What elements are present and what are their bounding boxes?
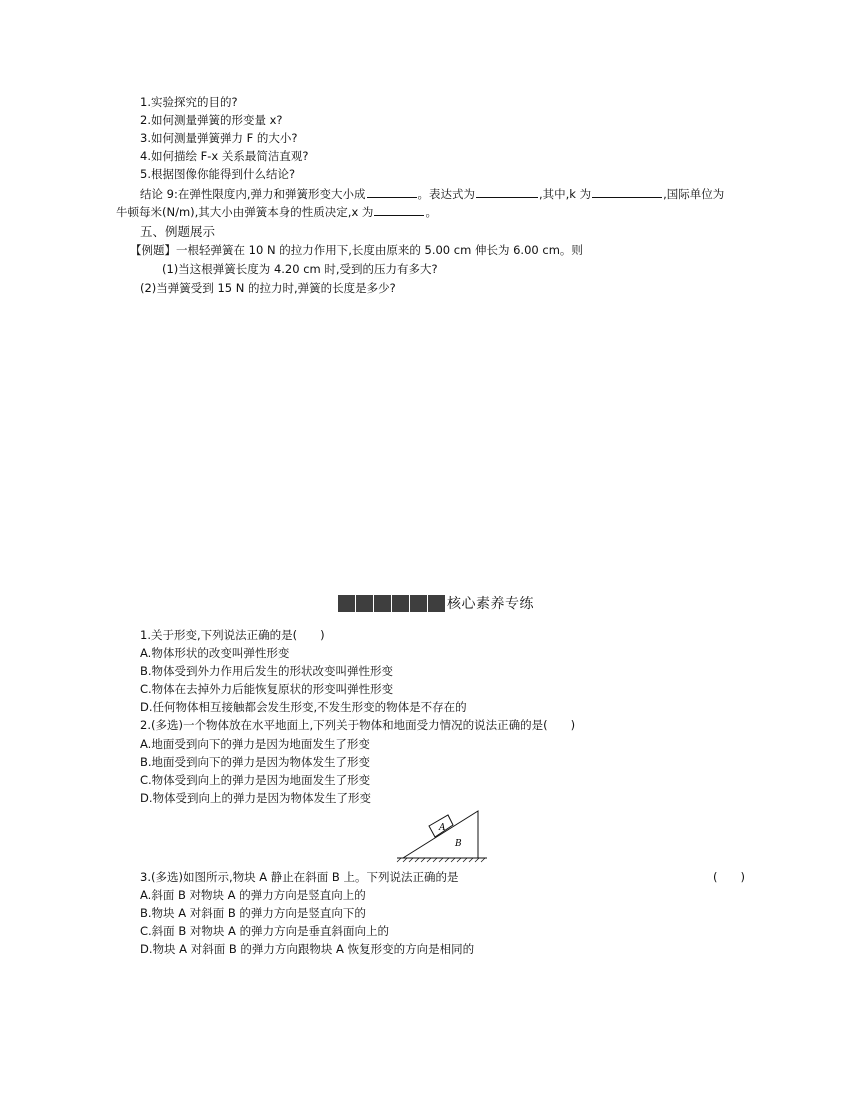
question-4: 4.如何描绘 F-x 关系最简洁直观?: [140, 149, 309, 163]
incline-figure: [395, 806, 490, 864]
exercise-3-stem: 3.(多选)如图所示,物块 A 静止在斜面 B 上。下列说法正确的是: [140, 870, 459, 884]
example-question-1: (1)当这根弹簧长度为 4.20 cm 时,受到的压力有多大?: [162, 262, 438, 276]
banner-block: [374, 595, 391, 612]
question-5: 5.根据图像你能得到什么结论?: [140, 167, 296, 181]
banner-title: 核心素养专练: [447, 596, 534, 612]
exercise-2-stem: 2.(多选)一个物体放在水平地面上,下列关于物体和地面受力情况的说法正确的是( ): [140, 718, 576, 732]
section-banner: [338, 593, 534, 613]
banner-block: [338, 595, 355, 612]
banner-block: [428, 595, 445, 612]
conclusion-text-4: ,国际单位为: [663, 187, 725, 201]
answer-blank-4[interactable]: [374, 203, 424, 216]
conclusion-text-1: 结论 9:在弹性限度内,弹力和弹簧形变大小成: [140, 187, 366, 201]
exercise-3-option-d[interactable]: D.物块 A 对斜面 B 的弹力方向跟物块 A 恢复形变的方向是相同的: [140, 942, 475, 956]
incline-b: [403, 811, 478, 858]
answer-blank-1[interactable]: [367, 185, 417, 198]
exercise-1-option-d[interactable]: D.任何物体相互接触都会发生形变,不发生形变的物体是不存在的: [140, 700, 467, 714]
block-a-label: A: [439, 823, 446, 833]
banner-block: [410, 595, 427, 612]
exercise-3-option-c[interactable]: C.斜面 B 对物块 A 的弹力方向是垂直斜面向上的: [140, 924, 390, 938]
exercise-2-option-d[interactable]: D.物体受到向上的弹力是因为物体发生了形变: [140, 791, 372, 805]
answer-blank-2[interactable]: [476, 185, 538, 198]
conclusion-line-2: [116, 203, 437, 220]
exercise-3-option-a[interactable]: A.斜面 B 对物块 A 的弹力方向是竖直向上的: [140, 888, 366, 902]
conclusion-text-2: 。表达式为: [417, 187, 475, 201]
banner-block: [356, 595, 373, 612]
exercise-1-stem: 1.关于形变,下列说法正确的是( ): [140, 628, 325, 642]
exercise-1-option-b[interactable]: B.物体受到外力作用后发生的形状改变叫弹性形变: [140, 664, 394, 678]
section-heading: 五、例题展示: [140, 224, 216, 239]
example-intro: 【例题】一根轻弹簧在 10 N 的拉力作用下,长度由原来的 5.00 cm 伸长为 6.00 cm。则: [130, 243, 583, 257]
exercise-3-answer-paren[interactable]: ( ): [713, 870, 745, 884]
exercise-3-option-b[interactable]: B.物块 A 对斜面 B 的弹力方向是竖直向下的: [140, 906, 366, 920]
incline-b-label: B: [455, 839, 462, 849]
conclusion-text-6: 。: [425, 205, 437, 219]
banner-block: [392, 595, 409, 612]
question-1: 1.实验探究的目的?: [140, 95, 238, 109]
question-3: 3.如何测量弹簧弹力 F 的大小?: [140, 131, 298, 145]
exercise-2-option-c[interactable]: C.物体受到向上的弹力是因为地面发生了形变: [140, 773, 371, 787]
question-2: 2.如何测量弹簧的形变量 x?: [140, 113, 283, 127]
conclusion-text-3: ,其中,k 为: [539, 187, 592, 201]
example-question-2: (2)当弹簧受到 15 N 的拉力时,弹簧的长度是多少?: [140, 281, 396, 295]
exercise-2-option-a[interactable]: A.地面受到向下的弹力是因为地面发生了形变: [140, 737, 370, 751]
conclusion-text-5: 牛顿每米(N/m),其大小由弹簧本身的性质决定,x 为: [116, 205, 374, 219]
exercise-1-option-c[interactable]: C.物体在去掉外力后能恢复原状的形变叫弹性形变: [140, 682, 394, 696]
exercise-2-option-b[interactable]: B.地面受到向下的弹力是因为物体发生了形变: [140, 755, 371, 769]
answer-blank-3[interactable]: [592, 185, 662, 198]
ground-hatch: [397, 858, 487, 862]
conclusion-line-1: [140, 185, 724, 202]
exercise-1-option-a[interactable]: A.物体形状的改变叫弹性形变: [140, 646, 290, 660]
